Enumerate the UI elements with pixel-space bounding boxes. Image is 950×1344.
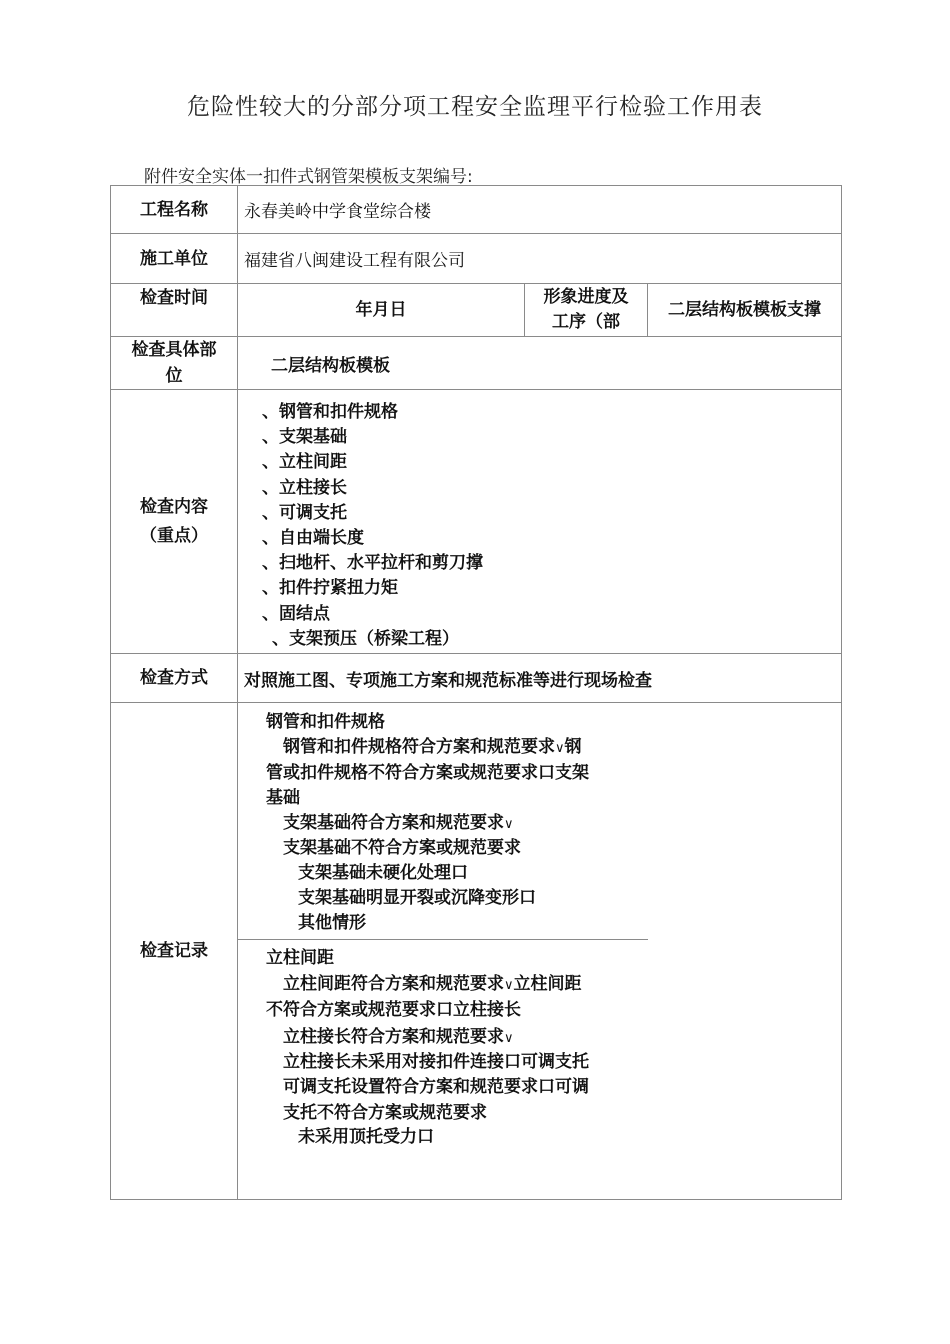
progress-label-line-1: 形象进度及 — [543, 287, 629, 307]
record-label: 检查记录 — [111, 703, 238, 1200]
record-cell — [238, 703, 842, 1200]
record-line: 立柱间距 — [266, 948, 334, 968]
record-line: 未采用顶托受力口 — [298, 1127, 434, 1147]
page-title: 危险性较大的分部分项工程安全监理平行检验工作用表 — [187, 94, 763, 120]
location-label-line-2: 位 — [165, 366, 183, 386]
content-label-line-2: （重点） — [140, 525, 208, 546]
content-item: 、可调支托 — [262, 502, 347, 523]
progress-label-line-2: 工序（部 — [552, 312, 620, 332]
contractor-label: 施工单位 — [111, 234, 238, 284]
content-item: 、支架基础 — [262, 427, 347, 448]
record-line: 管或扣件规格不符合方案或规范要求口支架 — [266, 763, 589, 783]
record-text: 立柱接长符合方案和规范要求 — [283, 1027, 504, 1047]
check-mark: ∨ — [504, 817, 514, 832]
record-line: 支架基础明显开裂或沉降变形口 — [298, 888, 536, 908]
method-value: 对照施工图、专项施工方案和规范标准等进行现场检查 — [238, 654, 842, 703]
content-item: 、固结点 — [262, 603, 330, 624]
progress-value: 二层结构板模板支撑 — [648, 284, 842, 337]
contractor-value: 福建省八闽建设工程有限公司 — [238, 234, 842, 284]
record-text: 支架基础符合方案和规范要求 — [283, 813, 504, 833]
record-line: 支托不符合方案或规范要求 — [283, 1103, 487, 1123]
record-line: 基础 — [266, 788, 300, 808]
record-text: 立柱间距 — [513, 974, 582, 994]
content-label — [111, 390, 238, 654]
record-line — [283, 732, 582, 757]
content-item: 、立柱接长 — [262, 477, 347, 498]
location-value: 二层结构板模板 — [238, 337, 842, 390]
record-line: 不符合方案或规范要求口立柱接长 — [266, 1000, 521, 1020]
check-mark: ∨ — [555, 741, 565, 756]
content-item: 、钢管和扣件规格 — [262, 402, 398, 422]
record-line — [283, 808, 514, 833]
record-text: 钢管和扣件规格符合方案和规范要求 — [283, 737, 555, 757]
record-line: 支架基础未硬化处理口 — [298, 863, 468, 883]
content-item: 、扫地杆、水平拉杆和剪刀撑 — [262, 553, 483, 574]
record-line: 立柱接长未采用对接扣件连接口可调支托 — [283, 1052, 589, 1072]
project-name-label: 工程名称 — [111, 186, 238, 234]
location-label — [111, 337, 238, 390]
content-items-cell — [238, 390, 842, 654]
row-content — [111, 390, 842, 654]
row-inspection-time — [111, 284, 842, 337]
record-divider — [238, 939, 648, 940]
method-label: 检查方式 — [111, 654, 238, 703]
record-line: 其他情形 — [298, 913, 366, 933]
content-item: 、自由端长度 — [262, 528, 364, 549]
inspection-form-table — [110, 185, 842, 1200]
row-method — [111, 654, 842, 703]
progress-label — [525, 284, 648, 337]
row-project-name — [111, 186, 842, 234]
row-location — [111, 337, 842, 390]
content-item: 、支架预压（桥梁工程） — [272, 628, 459, 649]
row-contractor — [111, 234, 842, 284]
inspection-date-value: 年月日 — [238, 284, 525, 337]
record-line: 支架基础不符合方案或规范要求 — [283, 838, 521, 858]
inspection-time-label: 检查时间 — [111, 284, 238, 337]
form-subtitle: 附件安全实体一扣件式钢管架模板支架编号: — [144, 167, 473, 187]
content-label-line-1: 检查内容 — [140, 496, 208, 517]
record-line: 钢管和扣件规格 — [266, 712, 385, 732]
content-item: 、扣件拧紧扭力矩 — [262, 578, 398, 599]
row-record — [111, 703, 842, 1200]
record-line: 可调支托设置符合方案和规范要求口可调 — [283, 1077, 589, 1097]
record-line — [283, 969, 582, 994]
project-name-value: 永春美岭中学食堂综合楼 — [238, 186, 842, 234]
record-line — [283, 1022, 514, 1047]
content-items-list — [238, 390, 841, 652]
record-text: 钢 — [564, 737, 582, 757]
record-text: 立柱间距符合方案和规范要求 — [283, 974, 504, 994]
check-mark: ∨ — [504, 1031, 514, 1046]
content-item: 、立柱间距 — [262, 452, 347, 473]
location-label-line-1: 检查具体部 — [131, 340, 217, 360]
check-mark: ∨ — [504, 978, 514, 993]
